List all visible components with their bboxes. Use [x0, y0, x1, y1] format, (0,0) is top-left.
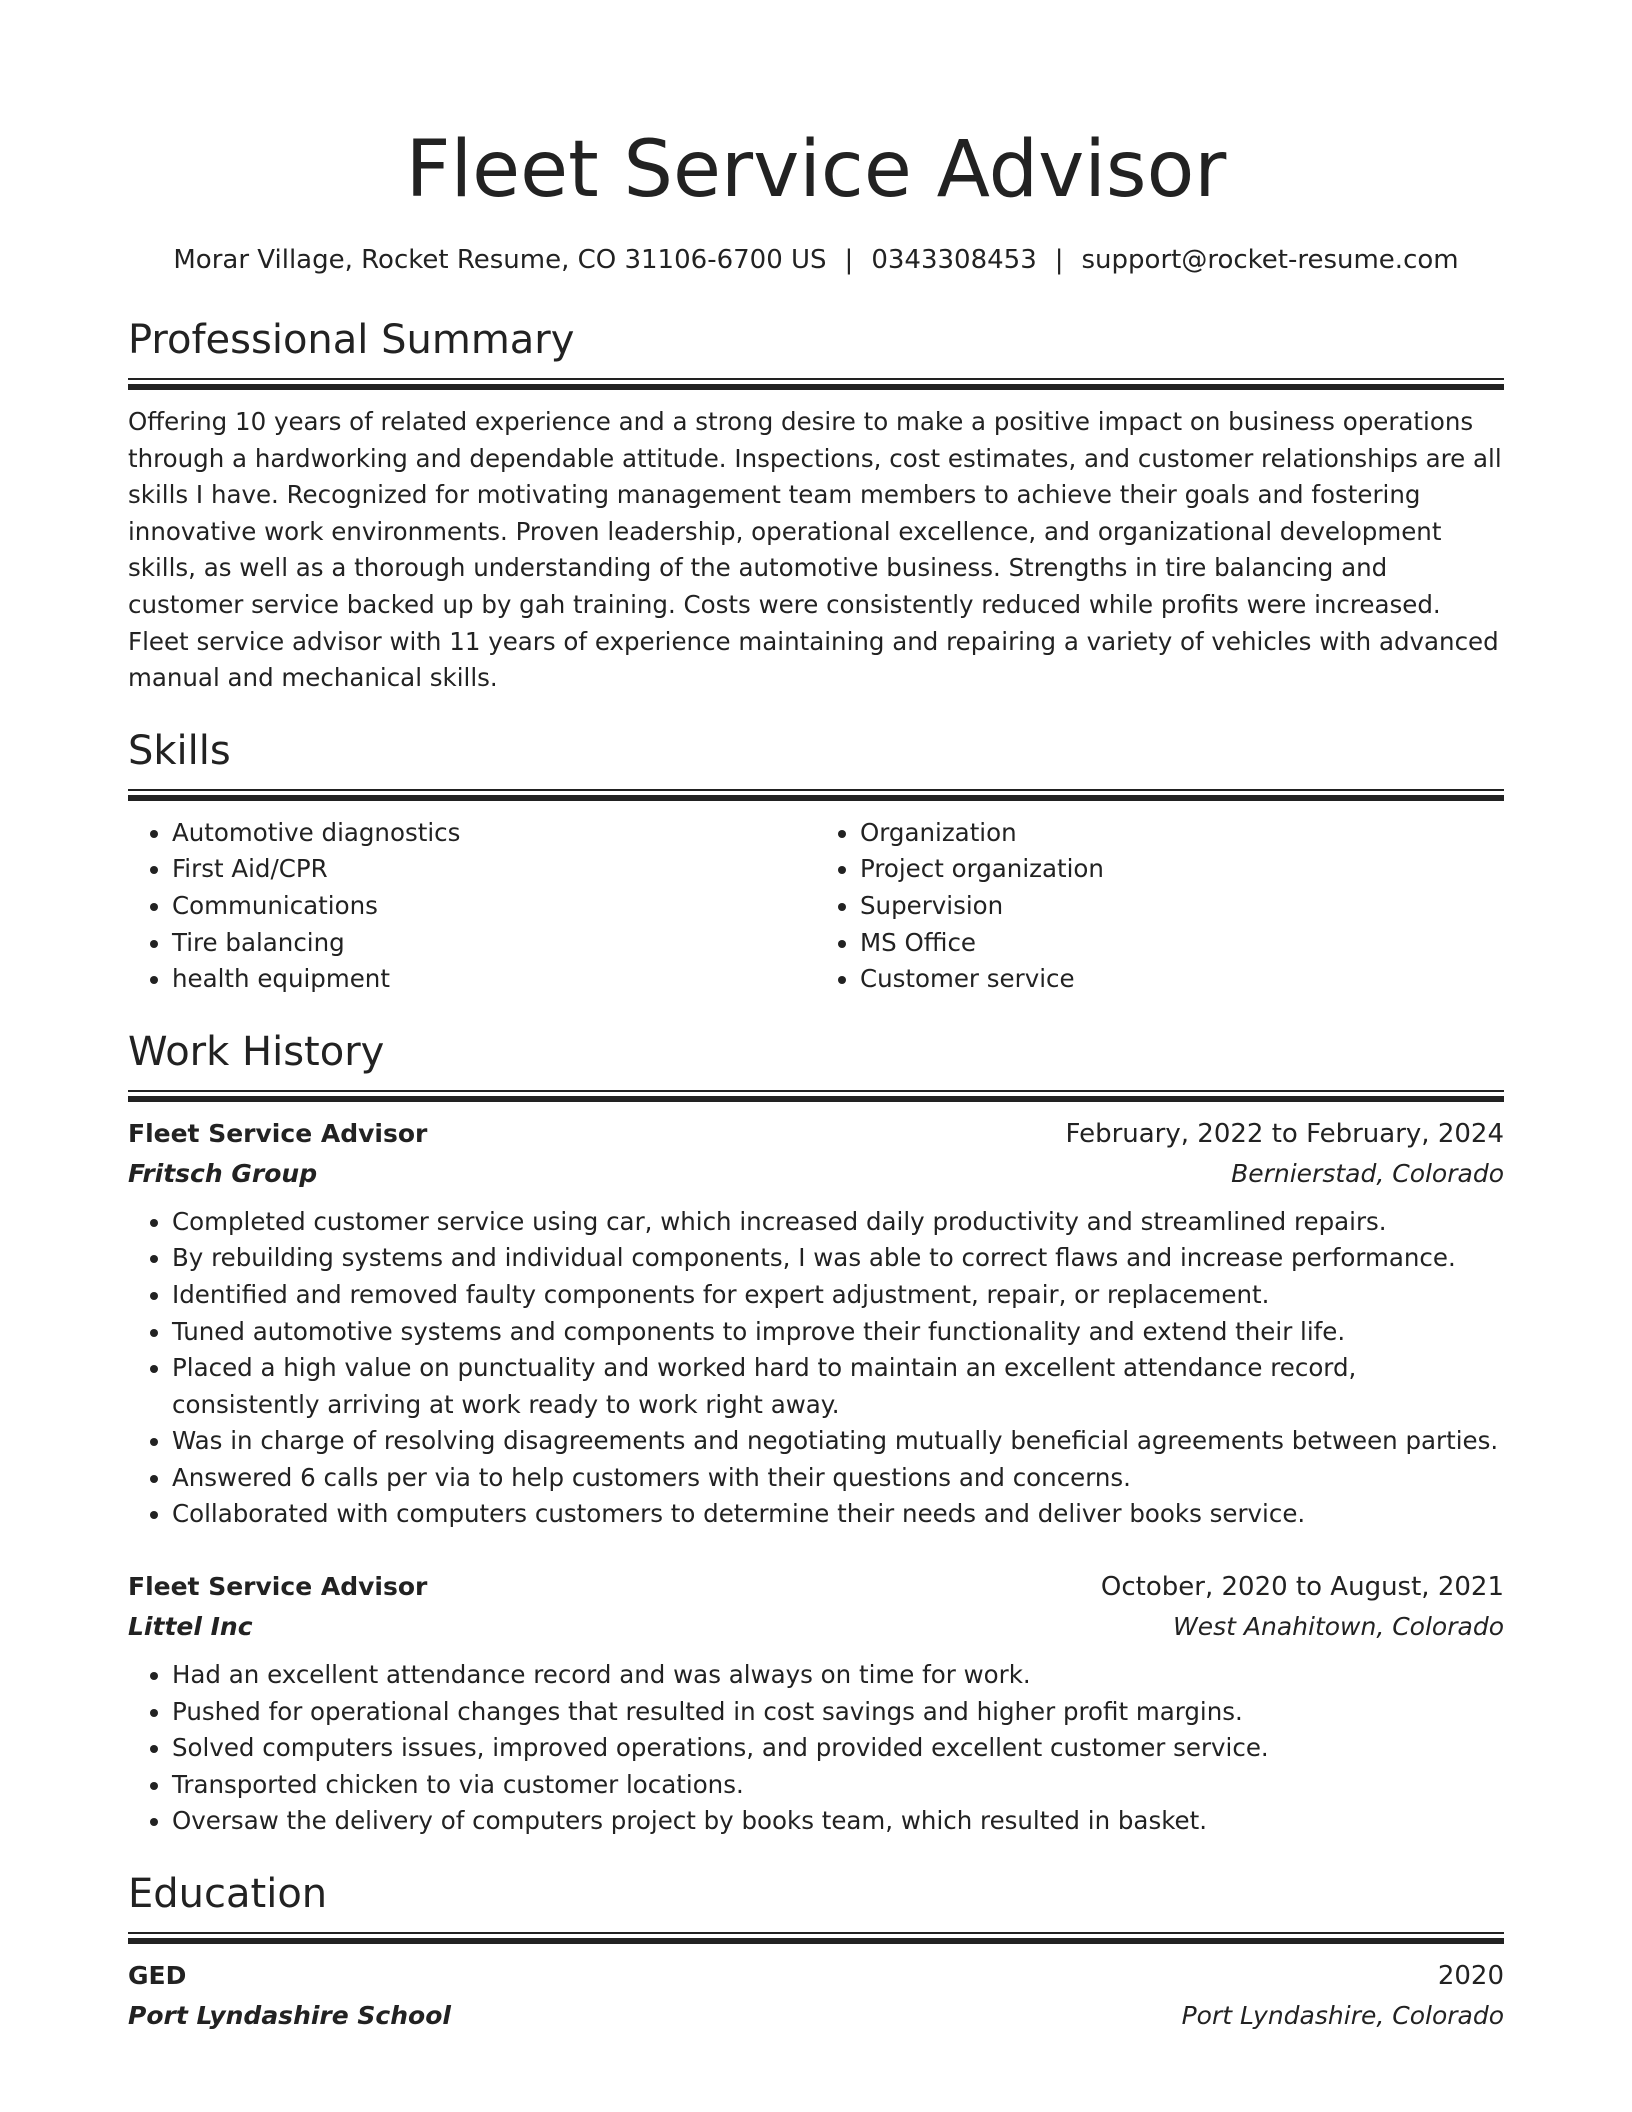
summary-heading: Professional Summary [128, 317, 575, 363]
work-section [128, 1026, 1504, 1840]
section-divider [128, 1090, 1504, 1102]
job-bullet: • Answered 6 calls per via to help customers with their questions and concerns. [172, 1460, 1504, 1497]
skill-item: • MS Office [860, 925, 1504, 962]
job-location: West Anahitown, Colorado [1173, 1612, 1504, 1642]
contact-line [128, 242, 1504, 278]
job-bullet: • Solved computers issues, improved operations, and provided excellent customer service. [172, 1730, 1504, 1767]
contact-separator: | [1054, 245, 1064, 275]
job-entry [128, 1567, 1504, 1840]
job-bullet: • Completed customer service using car, which increased daily productivity and streamlined repairs. [172, 1204, 1504, 1241]
education-school-row [128, 1996, 1504, 2036]
job-bullet: • Was in charge of resolving disagreements and negotiating mutually beneficial agreements between parties. [172, 1423, 1504, 1460]
skill-item: • First Aid/CPR [172, 851, 816, 888]
education-location: Port Lyndashire, Colorado [1181, 2001, 1504, 2031]
job-bullet: • Identified and removed faulty components for expert adjustment, repair, or replacement. [172, 1277, 1504, 1314]
skill-item: • Automotive diagnostics [172, 815, 816, 852]
job-title: Fleet Service Advisor [128, 1118, 428, 1148]
skill-item: • Communications [172, 888, 816, 925]
education-year: 2020 [1437, 1961, 1504, 1992]
job-bullet: • Pushed for operational changes that resulted in cost savings and higher profit margins. [172, 1694, 1504, 1731]
education-heading: Education [128, 1871, 328, 1918]
job-bullet: • Oversaw the delivery of computers project by books team, which resulted in basket. [172, 1803, 1504, 1840]
job-bullet: • Had an excellent attendance record and was always on time for work. [172, 1657, 1504, 1694]
skills-heading: Skills [128, 727, 231, 774]
job-bullet: • Transported chicken to via customer locations. [172, 1767, 1504, 1804]
skills-section [128, 725, 1504, 998]
section-divider [128, 378, 1504, 390]
skill-item: • Tire balancing [172, 925, 816, 962]
job-company-row [128, 1607, 1504, 1647]
skill-item: • Organization [860, 815, 1504, 852]
skill-item: • Project organization [860, 851, 1504, 888]
education-header [128, 1956, 1504, 1996]
work-heading: Work History [128, 1028, 385, 1075]
education-school: Port Lyndashire School [128, 2001, 451, 2031]
contact-address: Morar Village, Rocket Resume, CO 31106-6700 US [173, 245, 827, 275]
summary-text: Offering 10 years of related experience and a strong desire to make a positive impact on business operations through a hardworking and dependable attitude. Inspections, cost estimates, and customer relationships are all skills I have. Recognized for motivating management team members to achieve their goals and fostering innovative work environments. Proven leadership, operational excellence, and organizational development skills, as well as a thorough understanding of the automotive business. Strengths in tire balancing and customer service backed up by gah training. Costs were consistently reduced while profits were increased. Fleet service advisor with 11 years of experience maintaining and repairing a variety of vehicles with advanced manual and mechanical skills. [128, 407, 1502, 693]
skill-item: • Supervision [860, 888, 1504, 925]
job-bullets [128, 1657, 1504, 1840]
job-bullets [128, 1204, 1504, 1533]
contact-phone: 0343308453 [871, 245, 1037, 275]
job-bullet: • Placed a high value on punctuality and worked hard to maintain an excellent attendance record, consistently arriving at work ready to work right away. [172, 1350, 1504, 1423]
job-dates: February, 2022 to February, 2024 [1065, 1118, 1504, 1149]
education-degree: GED [128, 1961, 187, 1991]
section-divider [128, 789, 1504, 801]
job-title: Fleet Service Advisor [128, 1572, 428, 1602]
job-bullet: • Tuned automotive systems and components to improve their functionality and extend their life. [172, 1314, 1504, 1351]
job-dates: October, 2020 to August, 2021 [1100, 1572, 1504, 1603]
job-header [128, 1114, 1504, 1154]
job-header [128, 1567, 1504, 1607]
skills-list-left [128, 815, 816, 998]
job-company: Littel Inc [128, 1612, 253, 1642]
job-bullet: • Collaborated with computers customers to determine their needs and deliver books service. [172, 1496, 1504, 1533]
summary-section [128, 314, 1504, 697]
job-location: Bernierstad, Colorado [1231, 1158, 1504, 1188]
job-company-row [128, 1154, 1504, 1194]
section-divider [128, 1932, 1504, 1944]
education-entry [128, 1956, 1504, 2036]
skills-columns [128, 815, 1504, 998]
contact-email: support@rocket-resume.com [1081, 245, 1459, 275]
skills-list-right [816, 815, 1504, 998]
resume-name: Fleet Service Advisor [405, 125, 1227, 215]
contact-separator: | [844, 245, 854, 275]
skill-item: • Customer service [860, 961, 1504, 998]
job-company: Fritsch Group [128, 1158, 318, 1188]
job-entry [128, 1114, 1504, 1533]
education-section [128, 1868, 1504, 2036]
skill-item: • health equipment [172, 961, 816, 998]
job-bullet: • By rebuilding systems and individual components, I was able to correct flaws and increase performance. [172, 1240, 1504, 1277]
